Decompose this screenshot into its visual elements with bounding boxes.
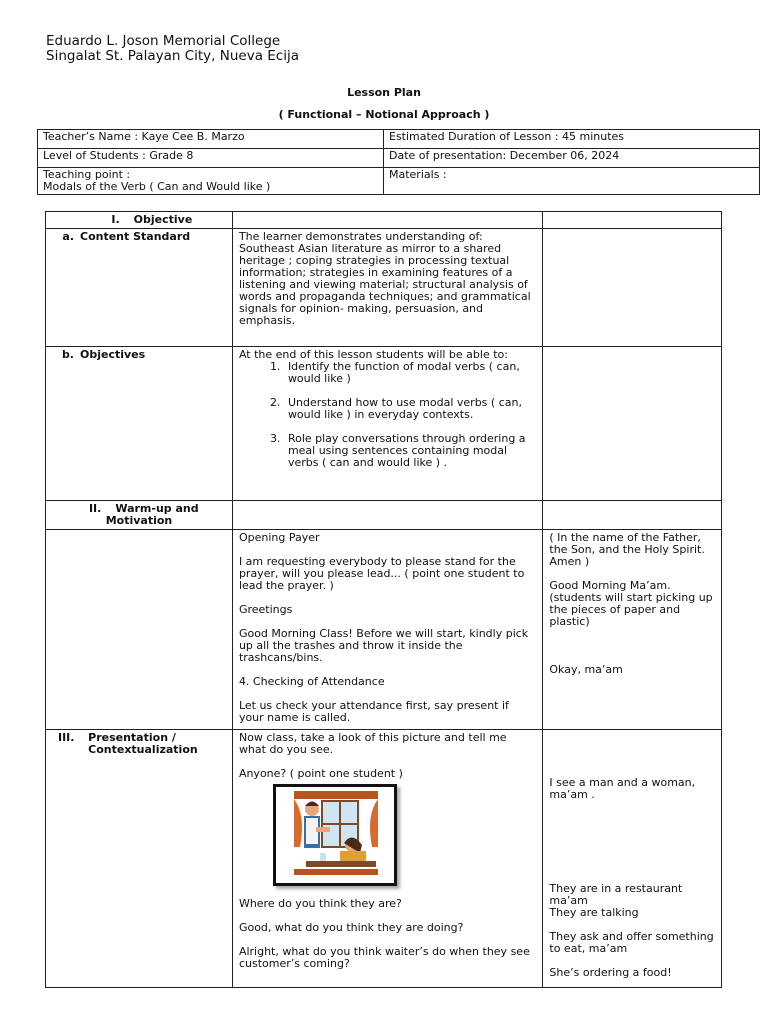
section-label: Objective: [133, 213, 193, 226]
item-label: Content Standard: [80, 230, 191, 243]
paragraph: ( In the name of the Father, the Son, and the Holy Spirit. Amen ): [549, 531, 705, 568]
item-letter: a.: [62, 230, 74, 243]
paragraph: Anyone? ( point one student ): [238, 767, 403, 780]
presentation-heading: [46, 730, 233, 988]
paragraph: Where do you think they are?: [238, 897, 402, 910]
warmup-teacher-text: [232, 530, 542, 730]
paragraph: Let us check your attendance first, say present if your name is called.: [238, 699, 509, 724]
paragraph: Now class, take a look of this picture and tell me what do you see.: [238, 731, 507, 756]
empty-cell: [543, 212, 722, 229]
presentation-date: Date of presentation: December 06, 2024: [384, 149, 760, 168]
paragraph: They are in a restaurant ma’am: [549, 882, 683, 907]
section-number: I.: [111, 213, 120, 226]
paragraph: Good Morning Ma’am. (students will start picking up the pieces of paper and plastic): [549, 579, 713, 628]
empty-cell: [543, 347, 722, 501]
section-number: III.: [58, 731, 75, 744]
empty-cell: [232, 501, 542, 530]
paragraph: They are talking: [549, 906, 639, 919]
lesson-duration: Estimated Duration of Lesson : 45 minutes: [384, 130, 760, 149]
info-row: [38, 168, 760, 195]
paragraph: Good Morning Class! Before we will start, kindly pick up all the trashes and throw it inside the trashcans/bins.: [238, 627, 529, 664]
info-table: [37, 129, 760, 195]
paragraph: I am requesting everybody to please stand for the prayer, will you please lead... ( point one student to lead the prayer. ): [238, 555, 525, 592]
teaching-point-label: Teaching point :: [43, 168, 131, 181]
presentation-student-text: [543, 730, 722, 988]
paragraph: Greetings: [238, 603, 293, 616]
item-label: Objectives: [80, 348, 146, 361]
section-label: Presentation / Contextualization: [88, 731, 198, 756]
objective-header-row: [46, 212, 722, 229]
teaching-point-cell: [38, 168, 384, 195]
teacher-name: Teacher’s Name : Kaye Cee B. Marzo: [38, 130, 384, 149]
item-letter: b.: [61, 348, 74, 361]
warmup-header-row: [46, 501, 722, 530]
paragraph: 4. Checking of Attendance: [238, 675, 385, 688]
paragraph: I see a man and a woman, ma’am .: [549, 776, 696, 801]
list-item: 1. Identify the function of modal verbs ( can, would like ): [284, 361, 536, 385]
objectives-row: [46, 347, 722, 501]
warmup-row: [46, 530, 722, 730]
school-header: [46, 34, 299, 64]
info-row: [38, 130, 760, 149]
section-number: II.: [88, 502, 102, 515]
empty-cell: [543, 229, 722, 347]
materials: Materials :: [384, 168, 760, 195]
objectives-list: [239, 361, 536, 469]
school-name: Eduardo L. Joson Memorial College: [46, 33, 281, 49]
lesson-plan-title: Lesson Plan: [347, 86, 421, 99]
teaching-point-value: Modals of the Verb ( Can and Would like ): [43, 180, 271, 193]
warmup-student-text: [543, 530, 722, 730]
list-item: 3. Role play conversations through ordering a meal using sentences containing modal verbs ( can and would like ) .: [284, 433, 536, 469]
school-address: Singalat St. Palayan City, Nueva Ecija: [46, 48, 299, 64]
objectives-text: [232, 347, 542, 501]
presentation-teacher-text: [232, 730, 542, 988]
lesson-plan-table: [45, 211, 722, 988]
paragraph: Alright, what do you think waiter’s do when they see customer’s coming?: [238, 945, 530, 970]
paragraph: She’s ordering a food!: [549, 966, 672, 979]
restaurant-illustration-icon: [276, 787, 394, 883]
presentation-row: [46, 730, 722, 988]
empty-cell: [543, 501, 722, 530]
list-item: 2. Understand how to use modal verbs ( can, would like ) in everyday contexts.: [284, 397, 536, 421]
section-label: Warm-up and Motivation: [105, 502, 199, 527]
objectives-heading: [46, 347, 233, 501]
info-row: [38, 149, 760, 168]
paragraph: Opening Payer: [238, 531, 320, 544]
student-level: Level of Students : Grade 8: [38, 149, 384, 168]
approach-subtitle: ( Functional – Notional Approach ): [278, 108, 490, 121]
empty-cell: [232, 212, 542, 229]
content-standard-row: [46, 229, 722, 347]
empty-cell: [46, 530, 233, 730]
warmup-heading: [46, 501, 233, 530]
restaurant-picture: [273, 784, 397, 886]
paragraph: They ask and offer something to eat, ma’am: [549, 930, 714, 955]
objectives-intro: At the end of this lesson students will be able to:: [238, 348, 508, 361]
paragraph: Okay, ma’am: [549, 663, 623, 676]
content-standard-heading: [46, 229, 233, 347]
objective-heading: [46, 212, 233, 229]
paragraph: Good, what do you think they are doing?: [238, 921, 464, 934]
content-standard-text: The learner demonstrates understanding of: Southeast Asian literature as mirror to a shared heritage ; coping strategies in processing textual information; strategies in examining features of a listening and viewing material; structural analysis of words and propaganda techniques; and grammatical signals for opinion- making, persuasion, and emphasis.: [232, 229, 542, 347]
